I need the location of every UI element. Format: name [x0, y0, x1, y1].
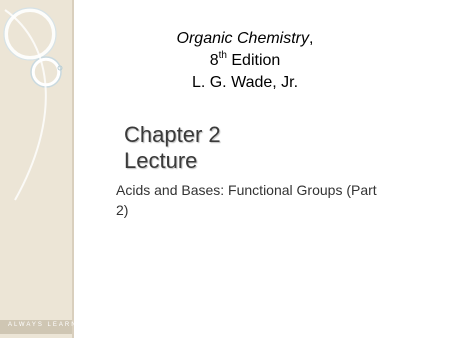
arc-decoration: [5, 10, 46, 200]
footer-strip: [0, 320, 95, 334]
book-edition: [120, 50, 370, 72]
edition-word: Edition: [226, 52, 281, 69]
decorative-rings: [0, 0, 90, 338]
book-info: [120, 28, 370, 94]
edition-superscript: th: [218, 49, 227, 61]
book-title-line: [120, 28, 370, 50]
book-title: Organic Chemistry: [176, 30, 310, 47]
footer-text: ALWAYS LEARNING: [8, 322, 95, 328]
chapter-line-2: Lecture: [124, 148, 198, 173]
edition-number: 8: [209, 52, 219, 69]
chapter-line-1: Chapter 2: [124, 122, 221, 147]
slide-subtitle: Acids and Bases: Functional Groups (Part 2): [116, 182, 377, 218]
chapter-title: [124, 122, 221, 174]
book-title-suffix: ,: [309, 30, 314, 47]
book-author: L. G. Wade, Jr.: [191, 74, 299, 91]
